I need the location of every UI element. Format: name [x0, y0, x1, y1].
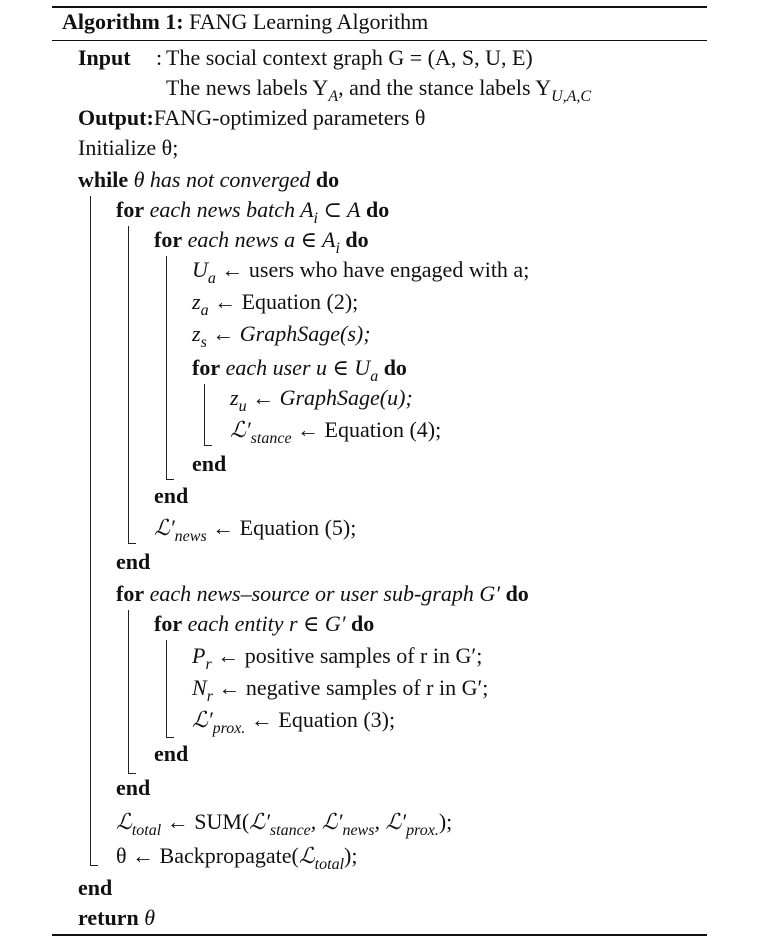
- while-guide: [90, 196, 91, 866]
- pr-sub: r: [205, 656, 212, 673]
- input-graph-text: The social context graph G = (A, S, U, E): [166, 45, 533, 70]
- end-for-user: [192, 450, 226, 478]
- lnews-sub: news: [174, 528, 207, 545]
- keyword-do: do: [365, 197, 390, 222]
- bottom-rule: [52, 934, 707, 936]
- return-value: θ: [144, 905, 156, 930]
- keyword-while: while: [78, 167, 129, 192]
- zu-rhs: ← GraphSage(u);: [246, 385, 413, 410]
- end-for-batch: [116, 548, 150, 576]
- nr-lhs: N: [192, 675, 207, 700]
- backprop-line: [116, 842, 357, 879]
- keyword-end: end: [78, 875, 113, 900]
- lprox-sub: prox.: [212, 720, 246, 737]
- za-sub: a: [200, 302, 209, 319]
- ltotal-c: , ℒ′: [374, 809, 407, 834]
- end-for-news: [154, 482, 188, 510]
- ltotal-sum: ← SUM(: [161, 809, 250, 834]
- keyword-for: for: [154, 227, 183, 252]
- lprox-lhs: ℒ′: [192, 707, 213, 732]
- news-labels-sub: A: [328, 88, 339, 105]
- keyword-input: Input: [78, 45, 131, 70]
- lstance-sub: stance: [250, 430, 292, 447]
- zs-line: [192, 320, 371, 357]
- algorithm-title: [62, 8, 428, 36]
- ltotal-lhs: ℒ: [116, 809, 132, 834]
- lprox-rhs: ← Equation (3);: [245, 707, 396, 732]
- ltotal-b: , ℒ′: [310, 809, 343, 834]
- end-for-entity: [154, 740, 188, 768]
- user-guide: [204, 384, 205, 446]
- input-colon: :: [156, 45, 163, 70]
- init-text: Initialize θ;: [78, 135, 179, 160]
- ltotal-a: ℒ′: [249, 809, 270, 834]
- keyword-do: do: [315, 167, 340, 192]
- for-news-batch-sub: i: [313, 210, 318, 227]
- keyword-end: end: [154, 741, 189, 766]
- return-line: [78, 904, 155, 932]
- for-news-batch-tail: ⊂ A: [318, 197, 361, 222]
- for-subgraph-text: each news–source or user sub-graph G′: [149, 581, 501, 606]
- end-for-subgraph: [116, 774, 150, 802]
- algorithm-name: FANG Learning Algorithm: [189, 9, 429, 34]
- zu-lhs: z: [230, 385, 239, 410]
- ltotal-sub: total: [131, 822, 162, 839]
- entity-guide: [166, 640, 167, 738]
- lnews-lhs: ℒ′: [154, 515, 175, 540]
- ua-lhs: U: [192, 257, 208, 282]
- pr-lhs: P: [192, 643, 206, 668]
- title-rule: [52, 40, 707, 41]
- user-guide-end: [204, 445, 212, 446]
- keyword-output: Output: [78, 105, 147, 130]
- for-user-text: each user u ∈ U: [225, 355, 371, 380]
- for-entity-text: each entity r ∈ G′: [187, 611, 346, 636]
- keyword-for: for: [116, 581, 145, 606]
- backprop-sub: total: [314, 856, 345, 873]
- backprop-text: θ ← Backpropagate(: [116, 843, 299, 868]
- ua-rhs: ← users who have engaged with a;: [215, 257, 530, 282]
- news-labels-text: The news labels Y: [166, 75, 329, 100]
- nr-rhs: ← negative samples of r in G′;: [212, 675, 489, 700]
- keyword-do: do: [383, 355, 407, 380]
- ua-sub: a: [207, 270, 216, 287]
- news-batch-guide-end: [128, 543, 136, 544]
- ltotal-end: );: [438, 809, 453, 834]
- zu-sub: u: [238, 398, 247, 415]
- stance-labels-text: , and the stance labels Y: [338, 75, 552, 100]
- for-subgraph-line: [116, 580, 529, 608]
- subgraph-guide: [128, 610, 129, 774]
- nr-sub: r: [206, 688, 213, 705]
- news-guide: [166, 256, 167, 480]
- keyword-for: for: [154, 611, 183, 636]
- zs-rhs: ← GraphSage(s);: [206, 321, 371, 346]
- keyword-do: do: [345, 227, 369, 252]
- lstance-lhs: ℒ′: [230, 417, 251, 442]
- backprop-l: ℒ: [298, 843, 315, 868]
- input-text-1: [166, 44, 533, 72]
- ltotal-a-sub: stance: [269, 822, 311, 839]
- za-rhs: ← Equation (2);: [208, 289, 359, 314]
- keyword-do: do: [505, 581, 529, 606]
- ltotal-line: [116, 808, 452, 845]
- ltotal-b-sub: news: [342, 822, 375, 839]
- for-user-sub: a: [370, 368, 379, 385]
- keyword-end: end: [116, 549, 151, 574]
- keyword-end: end: [116, 775, 151, 800]
- backprop-end: );: [344, 843, 358, 868]
- keyword-for: for: [116, 197, 145, 222]
- while-condition: θ has not converged: [133, 167, 311, 192]
- lprox-line: [192, 706, 395, 743]
- input-line-1: [78, 44, 131, 72]
- zs-lhs: z: [192, 321, 201, 346]
- output-text: FANG-optimized parameters θ: [153, 105, 426, 130]
- za-lhs: z: [192, 289, 201, 314]
- lnews-rhs: ← Equation (5);: [206, 515, 357, 540]
- for-entity-line: [154, 610, 374, 638]
- pr-rhs: ← positive samples of r in G′;: [211, 643, 483, 668]
- entity-guide-end: [166, 737, 174, 738]
- zs-sub: s: [200, 334, 207, 351]
- while-guide-end: [90, 865, 98, 866]
- for-news-text: each news a ∈ A: [187, 227, 336, 252]
- output-line: Output:FANG-optimized parameters θ: [78, 105, 426, 130]
- news-batch-guide: [128, 226, 129, 544]
- lnews-line: [154, 514, 356, 551]
- keyword-return: return: [78, 905, 139, 930]
- for-news-batch-text: each news batch A: [149, 197, 314, 222]
- end-while: [78, 874, 112, 902]
- news-guide-end: [166, 479, 174, 480]
- keyword-for: for: [192, 355, 221, 380]
- lstance-rhs: ← Equation (4);: [291, 417, 442, 442]
- ltotal-c-sub: prox.: [406, 822, 439, 839]
- lstance-line: [230, 416, 441, 453]
- keyword-end: end: [192, 451, 227, 476]
- init-line: [78, 134, 178, 162]
- algorithm-number: Algorithm 1:: [62, 9, 184, 34]
- stance-labels-sub: U,A,C: [551, 88, 592, 105]
- keyword-do: do: [351, 611, 375, 636]
- keyword-end: end: [154, 483, 189, 508]
- for-news-sub: i: [335, 240, 340, 257]
- while-line: [78, 166, 339, 194]
